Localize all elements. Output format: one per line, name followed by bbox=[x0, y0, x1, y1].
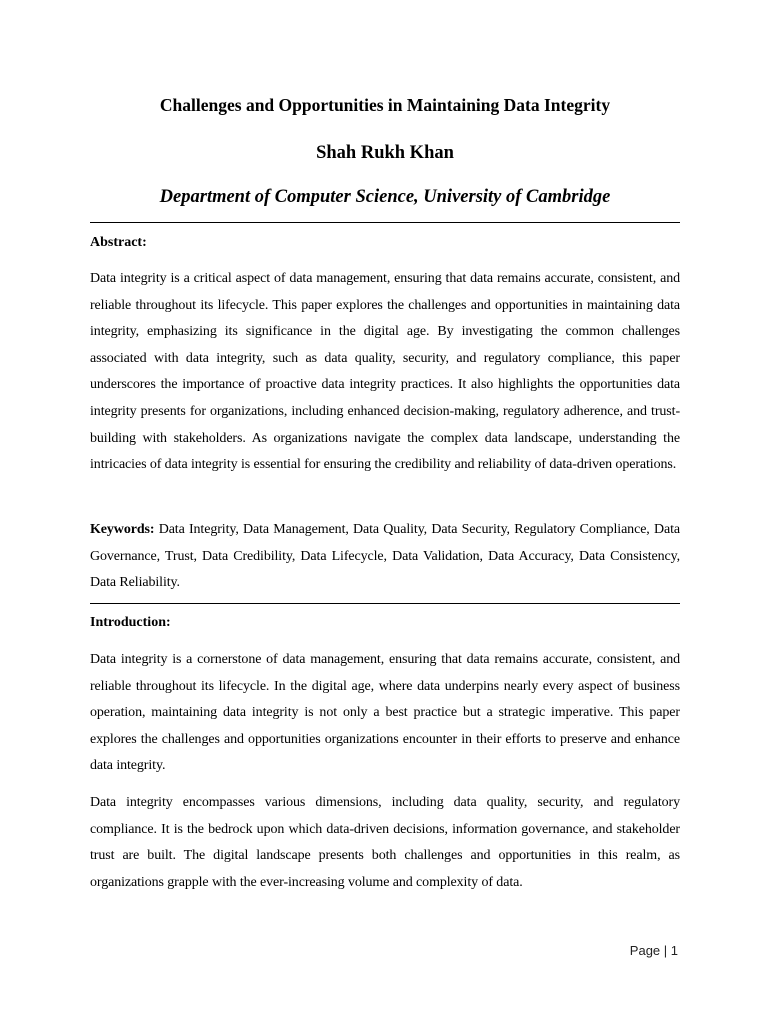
abstract-text: Data integrity is a critical aspect of data management, ensuring that data remains accurate, consistent, and reliable throughout its lifecycle. This paper explores the challenges and opportunities in maintaining data integrity, emphasizing its significance in the digital age. By investigating the common challenges associated with data integrity, such as data quality, security, and regulatory compliance, this paper underscores the importance of proactive data integrity practices. It also highlights the opportunities data integrity presents for organizations, including enhanced decision-making, regulatory adherence, and trust-building with stakeholders. As organizations navigate the complex data landscape, understanding the intricacies of data integrity is essential for ensuring the credibility and reliability of data-driven operations. bbox=[90, 271, 680, 473]
keywords-label: Keywords: bbox=[90, 522, 155, 537]
author-affiliation: Department of Computer Science, University of Cambridge bbox=[159, 187, 611, 207]
keywords-text: Data Integrity, Data Management, Data Quality, Data Security, Regulatory Compliance, Data Governance, Trust, Data Credibility, Data Lifecycle, Data Validation, Data Accuracy, Data Consistency, Data Reliability. bbox=[90, 522, 680, 591]
abstract-heading: Abstract: bbox=[90, 235, 147, 250]
author-name: Shah Rukh Khan bbox=[316, 143, 454, 163]
paper-title: Challenges and Opportunities in Maintaining Data Integrity bbox=[159, 95, 611, 115]
page-number: Page | 1 bbox=[629, 943, 678, 958]
paper-page bbox=[90, 0, 680, 1024]
divider-middle bbox=[90, 603, 680, 604]
divider-top bbox=[90, 222, 680, 223]
introduction-paragraph-2: Data integrity encompasses various dimensions, including data quality, security, and regulatory compliance. It is the bedrock upon which data-driven decisions, information governance, and stakeholder trust are built. The digital landscape presents both challenges and opportunities in this realm, as organizations grapple with the ever-increasing volume and complexity of data. bbox=[90, 795, 680, 890]
keywords-paragraph bbox=[90, 517, 680, 597]
introduction-heading: Introduction: bbox=[90, 615, 171, 630]
introduction-paragraph-1: Data integrity is a cornerstone of data management, ensuring that data remains accurate, consistent, and reliable throughout its lifecycle. In the digital age, where data underpins nearly every aspect of business operation, maintaining data integrity is not only a best practice but a strategic imperative. This paper explores the challenges and opportunities organizations encounter in their efforts to preserve and enhance data integrity. bbox=[90, 652, 680, 774]
